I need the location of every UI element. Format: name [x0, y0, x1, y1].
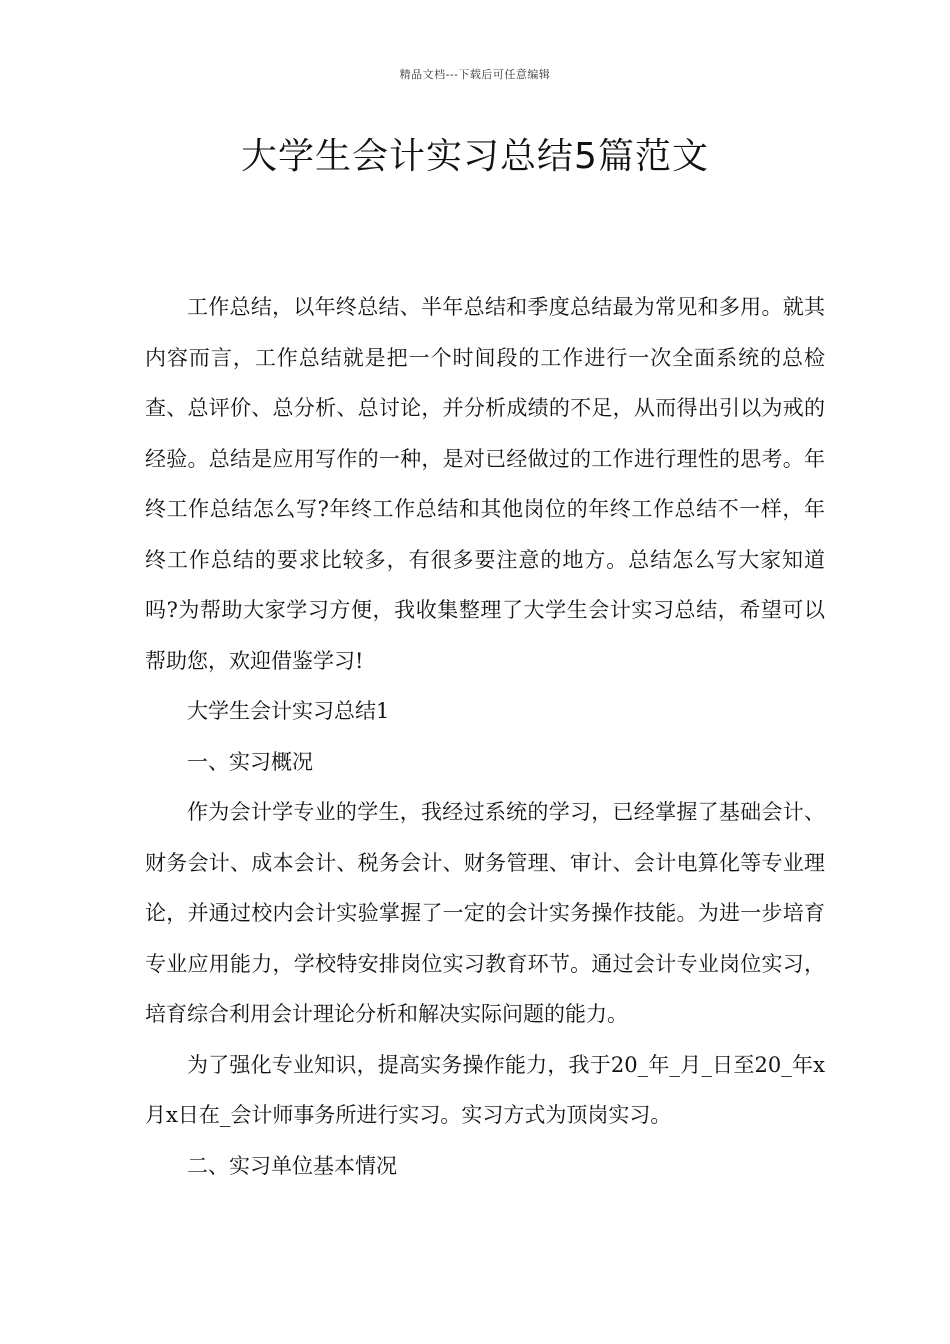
- intro-paragraph: 工作总结，以年终总结、半年总结和季度总结最为常见和多用。就其内容而言，工作总结就是把一个时间段的工作进行一次全面系统的总检查、总评价、总分析、总讨论，并分析成绩的不足，从而得出引以为戒的经验。总结是应用写作的一种，是对已经做过的工作进行理性的思考。年终工作总结怎么写?年终工作总结和其他岗位的年终工作总结不一样，年终工作总结的要求比较多，有很多要注意的地方。总结怎么写大家知道吗?为帮助大家学习方便，我收集整理了大学生会计实习总结，希望可以帮助您，欢迎借鉴学习!: [145, 295, 825, 673]
- document-title: 大学生会计实习总结5篇范文: [241, 136, 709, 177]
- section-heading-unit-info: 二、实习单位基本情况: [187, 1153, 397, 1178]
- overview-paragraph: 作为会计学专业的学生，我经过系统的学习，已经掌握了基础会计、财务会计、成本会计、税务会计、财务管理、审计、会计电算化等专业理论，并通过校内会计实验掌握了一定的会计实务操作技能。为进一步培育专业应用能力，学校特安排岗位实习教育环节。通过会计专业岗位实习，培育综合利用会计理论分析和解决实际问题的能力。: [145, 800, 825, 1026]
- internship-period-paragraph: 为了强化专业知识，提高实务操作能力，我于20_年_月_日至20_年x月x日在_会计师事务所进行实习。实习方式为顶岗实习。: [145, 1052, 825, 1127]
- document-body: [145, 282, 825, 1191]
- section-heading-overview: 一、实习概况: [187, 749, 313, 774]
- header-note: 精品文档---下载后可任意编辑: [399, 68, 551, 81]
- section-title-summary-1: 大学生会计实习总结1: [187, 699, 390, 723]
